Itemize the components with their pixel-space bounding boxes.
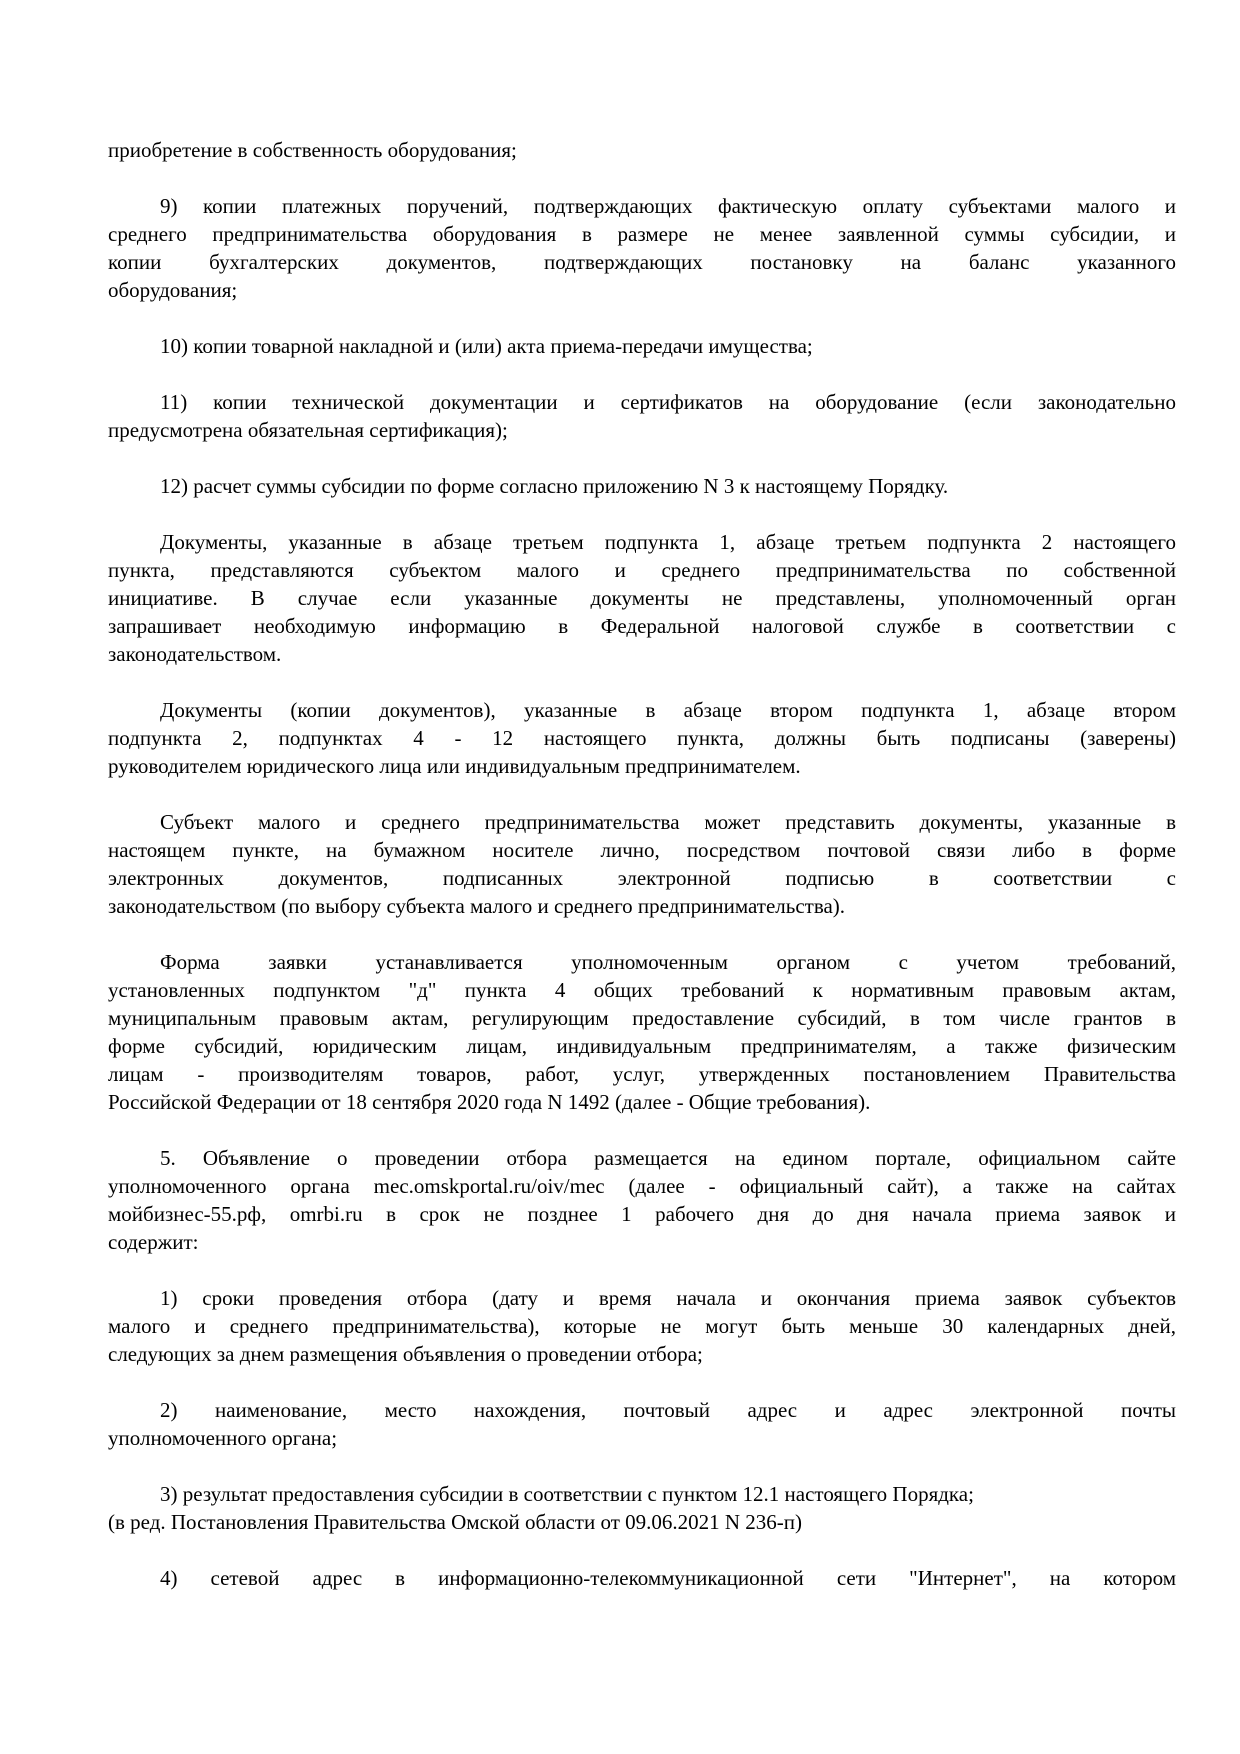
text-line: мойбизнес-55.рф, omrbi.ru в срок не позднее 1 рабочего дня до дня начала приема заявок и [108,1202,1176,1226]
text-line: Форма заявки устанавливается уполномоченным органом с учетом требований, [160,950,1176,974]
text-line: приобретение в собственность оборудования; [108,138,517,162]
text-line: малого и среднего предпринимательства), которые не могут быть меньше 30 календарных дней, [108,1314,1176,1338]
text-line: муниципальным правовым актам, регулирующим предоставление субсидий, в том числе грантов в [108,1006,1176,1030]
text-line: 1) сроки проведения отбора (дату и время начала и окончания приема заявок субъектов [160,1286,1176,1310]
text-line: 3) результат предоставления субсидии в соответствии с пунктом 12.1 настоящего Порядка; [160,1482,974,1506]
text-line: среднего предпринимательства оборудования в размере не менее заявленной суммы субсидии, и [108,222,1176,246]
paragraph [108,528,1176,668]
text-line: оборудования; [108,278,238,302]
text-line: инициативе. В случае если указанные документы не представлены, уполномоченный орган [108,586,1176,610]
text-line: 9) копии платежных поручений, подтверждающих фактическую оплату субъектами малого и [160,194,1176,218]
text-line: Документы, указанные в абзаце третьем подпункта 1, абзаце третьем подпункта 2 настоящего [160,530,1176,554]
text-line: следующих за днем размещения объявления о проведении отбора; [108,1342,703,1366]
text-line: копии бухгалтерских документов, подтверждающих постановку на баланс указанного [108,250,1176,274]
paragraph [108,192,1176,304]
paragraph [108,136,1176,164]
paragraph [108,1396,1176,1452]
paragraph [108,696,1176,780]
text-line: запрашивает необходимую информацию в Федеральной налоговой службе в соответствии с [108,614,1176,638]
text-line: законодательством. [108,642,282,666]
text-line: (в ред. Постановления Правительства Омской области от 09.06.2021 N 236-п) [108,1510,803,1534]
paragraph [108,1564,1176,1592]
text-line: 5. Объявление о проведении отбора размещается на едином портале, официальном сайте [160,1146,1176,1170]
text-line: пункта, представляются субъектом малого и среднего предпринимательства по собственной [108,558,1176,582]
text-line: форме субсидий, юридическим лицам, индивидуальным предпринимателям, а также физическим [108,1034,1176,1058]
text-line: электронных документов, подписанных электронной подписью в соответствии с [108,866,1176,890]
text-line: предусмотрена обязательная сертификация); [108,418,508,442]
text-line: 4) сетевой адрес в информационно-телекоммуникационной сети "Интернет", на котором [160,1566,1176,1590]
text-line: подпункта 2, подпунктах 4 - 12 настоящего пункта, должны быть подписаны (заверены) [108,726,1176,750]
paragraph [108,808,1176,920]
text-line: 2) наименование, место нахождения, почтовый адрес и адрес электронной почты [160,1398,1176,1422]
text-line: установленных подпунктом "д" пункта 4 общих требований к нормативным правовым актам, [108,978,1176,1002]
text-line: уполномоченного органа mec.omskportal.ru/oiv/mec (далее - официальный сайт), а также на сайтах [108,1174,1176,1198]
paragraph [108,1508,1176,1536]
paragraph [108,1480,1176,1508]
text-line: уполномоченного органа; [108,1426,338,1450]
text-line: Российской Федерации от 18 сентября 2020 года N 1492 (далее - Общие требования). [108,1090,871,1114]
text-line: 10) копии товарной накладной и (или) акта приема-передачи имущества; [160,334,813,358]
text-line: законодательством (по выбору субъекта малого и среднего предпринимательства). [108,894,846,918]
paragraph [108,472,1176,500]
text-line: настоящем пункте, на бумажном носителе лично, посредством почтовой связи либо в форме [108,838,1176,862]
text-line: руководителем юридического лица или индивидуальным предпринимателем. [108,754,801,778]
paragraph [108,388,1176,444]
paragraph [108,1144,1176,1256]
text-line: 11) копии технической документации и сертификатов на оборудование (если законодательно [160,390,1176,414]
text-line: лицам - производителям товаров, работ, услуг, утвержденных постановлением Правительства [108,1062,1176,1086]
paragraph [108,1284,1176,1368]
text-line: Субъект малого и среднего предпринимательства может представить документы, указанные в [160,810,1176,834]
text-line: Документы (копии документов), указанные в абзаце втором подпункта 1, абзаце втором [160,698,1176,722]
paragraph [108,948,1176,1116]
paragraph [108,332,1176,360]
text-line: содержит: [108,1230,199,1254]
text-line: 12) расчет суммы субсидии по форме согласно приложению N 3 к настоящему Порядку. [160,474,949,498]
